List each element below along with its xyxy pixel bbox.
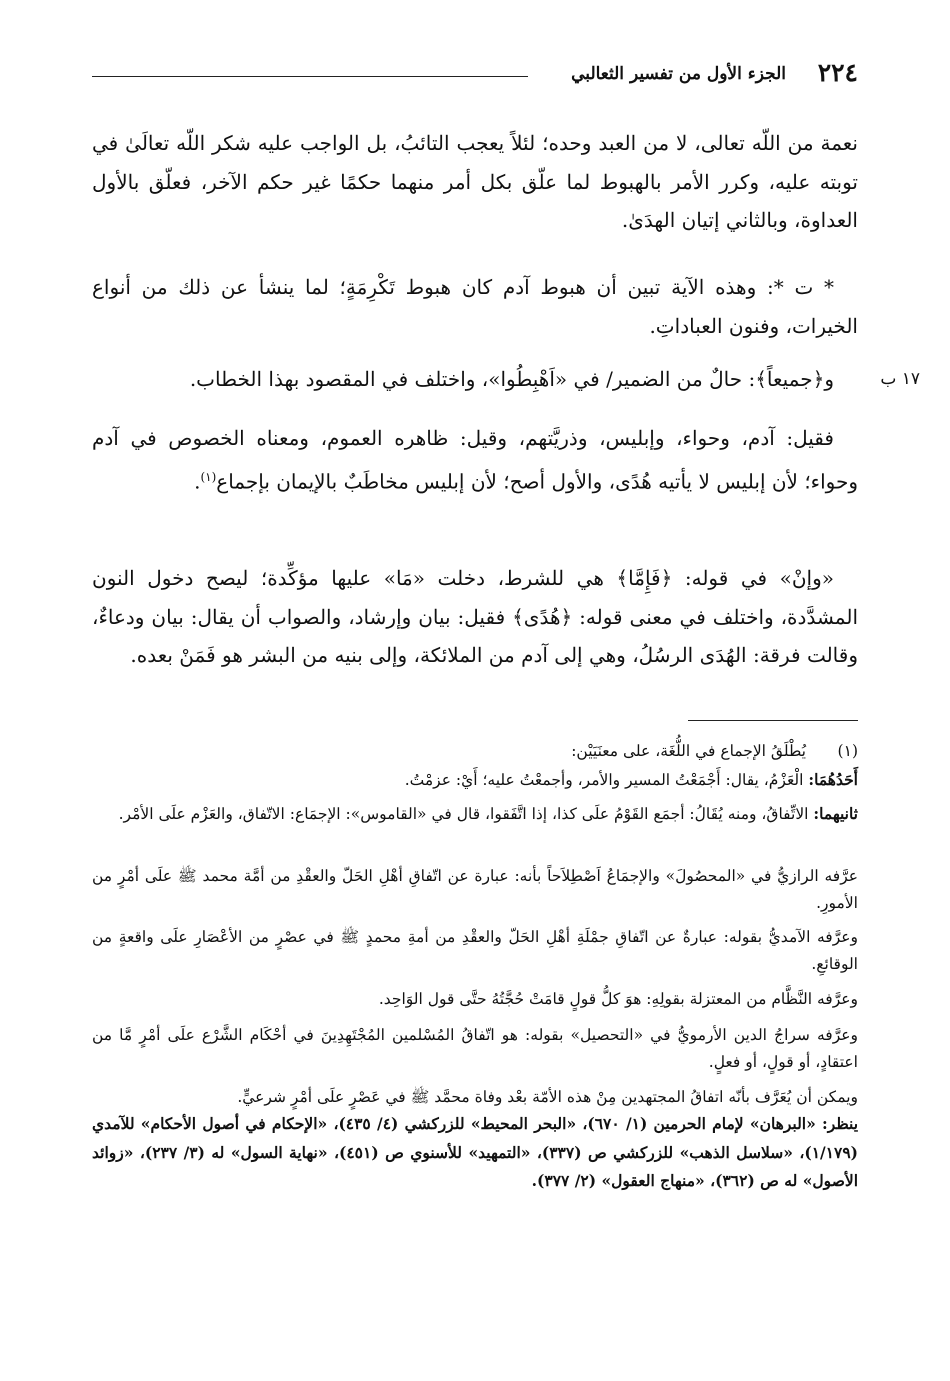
footnote-line-3 (92, 800, 858, 828)
paragraph-2 (92, 268, 858, 345)
manuscript-folio-marker: ١٧ ب (880, 369, 920, 389)
paragraph-2-text: * ت *: وهذه الآية تبين أن هبوط آدم كان هبوط تَكْرِمَةٍ؛ لما ينشأ عن ذلك من أنواع الخيرات، وفنون العباداتِ. (92, 275, 858, 338)
footnote-nazzam-definition: وعرَّفه النَّظَّام من المعتزلة بقولِهِ: هوَ كلُّ قولٍ قامَتْ حُجَّتُهُ حتَّى قول الوَاحِد. (378, 990, 858, 1008)
footnote-proposed-definition: ويمكن أن يُعَرَّف بأنّه اتفاقُ المجتهدين مِنْ هذه الأمّة بعْد وفاة محمَّد ﷺ في عَصْرٍ علَى أمْرٍ شرعيٍّ. (237, 1088, 858, 1106)
footnote-reference[interactable]: (١) (200, 469, 217, 484)
paragraph-1: نعمة من اللّه تعالى، لا من العبد وحده؛ لئلاً يعجب التائبُ، بل الواجب عليه شكر اللّه تعالَىٰ في توبته عليه، وكرر الأمر بالهبوط لما علّق بكل أمر منهما حكمًا غير حكم الآخر، فعلّق بالأول العداوة، وبالثاني إتيان الهدَىٰ. (92, 131, 858, 232)
paragraph-4-end: . (194, 469, 201, 494)
footnote-line-1: يُطْلَقُ الإجماع في اللُّغَة، على معنَيَيْن: (571, 742, 806, 760)
footnote-line-3-text: الاتِّفاقُ، ومنه يُقَالُ: أجمَع القَوْمُ علَى كذا، إذا اتَّفَقوا، قال في «القاموس»: الإجمَاع: الاتّفاق، والعَزْم علَى الأمْر. (118, 805, 814, 823)
footnote-armawi-definition: وعرَّفه سراجُ الدين الأرمويُّ في «التحصيل» بقوله: هو اتّفاقُ المُسْلمين المُجْتَهِدِينَ في أحْكَام الشَّرْع علَى أمْرٍ مَّا من اعتقادٍ، أو قولٍ، أو فعلٍ. (92, 1026, 858, 1071)
footnote-amidi-definition: وعرَّفه الآمديُّ بقوله: عبارةٌ عن اتّفاقِ جمْلَةِ أهْلِ الحَلّ والعقْدِ من أمةِ محمدٍ ﷺ في عصْرٍ من الأعْصَارِ علَى واقعةٍ من الوقائعِ. (92, 928, 858, 973)
footnote-separator (688, 720, 858, 721)
footnote-razi-definition: عرَّفه الرازيُّ في «المحصُولَ» والإجمَاعُ اَصْطِلاَحاً بأنه: عبارة عن اتّفاقِ أهْلِ الحَلّ والعقْدِ من أمَّة محمد ﷺ علَى أمْرٍ من الأمورِ. (92, 867, 858, 912)
paragraph-5-text: «وإنْ» في قوله: ﴿فَإِمَّا﴾ هي للشرط، دخلت «مَا» عليها مؤكِّدة؛ ليصح دخول النون المشدَّدة، واختلف في معنى قوله: ﴿هُدًى﴾ فقيل: بيان وإرشاد، والصواب أن يقال: بيان ودعاءٌ، وقالت فرقة: الهُدَى الرسُلُ، وهي إلى آدم من الملائكة، وإلى بنيه من البشر هو فَمَنْ بعده. (92, 566, 858, 667)
footnote-references: ينظر: «البرهان» لإمام الحرمين (١/ ٦٧٠)، «البحر المحيط» للزركشي (٤/ ٤٣٥)، «الإحكام في أصول الأحكام» للآمدي (١/١٧٩)، «سلاسل الذهب» للزركشي ص (٣٣٧)، «التمهيد» للأسنوي ص (٤٥١)، «نهاية السول» له (٣/ ٢٣٧)، «زوائد الأصول» له ص (٣٦٢)، «منهاج العقول» (٢/ ٣٧٧). (92, 1114, 859, 1190)
page-header (92, 54, 858, 94)
footnote-number: (١) (837, 742, 858, 760)
paragraph-4 (92, 419, 858, 501)
paragraph-3-text: و﴿جميعاً﴾: حالٌ من الضمير/ في «اَهْبِطُوا»، واختلف في المقصود بهذا الخطاب. (189, 367, 834, 391)
footnote-term-2: ثانيهما: (813, 804, 858, 823)
footnote-line-2-text: الْعَزْمُ، يقال: أَجْمَعْتُ المسير والأمر، وأجمعْتُ عليه؛ أَيْ: عزمْتُ. (404, 771, 809, 789)
footnote-line-2 (92, 766, 858, 794)
page-number: ٢٢٤ (817, 58, 858, 87)
paragraph-3 (92, 360, 858, 399)
footnote-term-1: أَحَدُهُمَا: (808, 770, 858, 789)
header-rule (92, 76, 528, 77)
paragraph-4-text: فقيل: آدم، وحواء، وإبليس، وذريَّتهم، وقيل: ظاهره العموم، ومعناه الخصوص في آدم وحواء؛ لأن إبليس لا يأتيه هُدًى، والأول أصح؛ لأن إبليس مخاطَبٌ بالإيمان بإجماع (92, 426, 858, 494)
running-title: الجزء الأول من تفسير الثعالبي (571, 64, 786, 84)
paragraph-5 (92, 559, 858, 675)
